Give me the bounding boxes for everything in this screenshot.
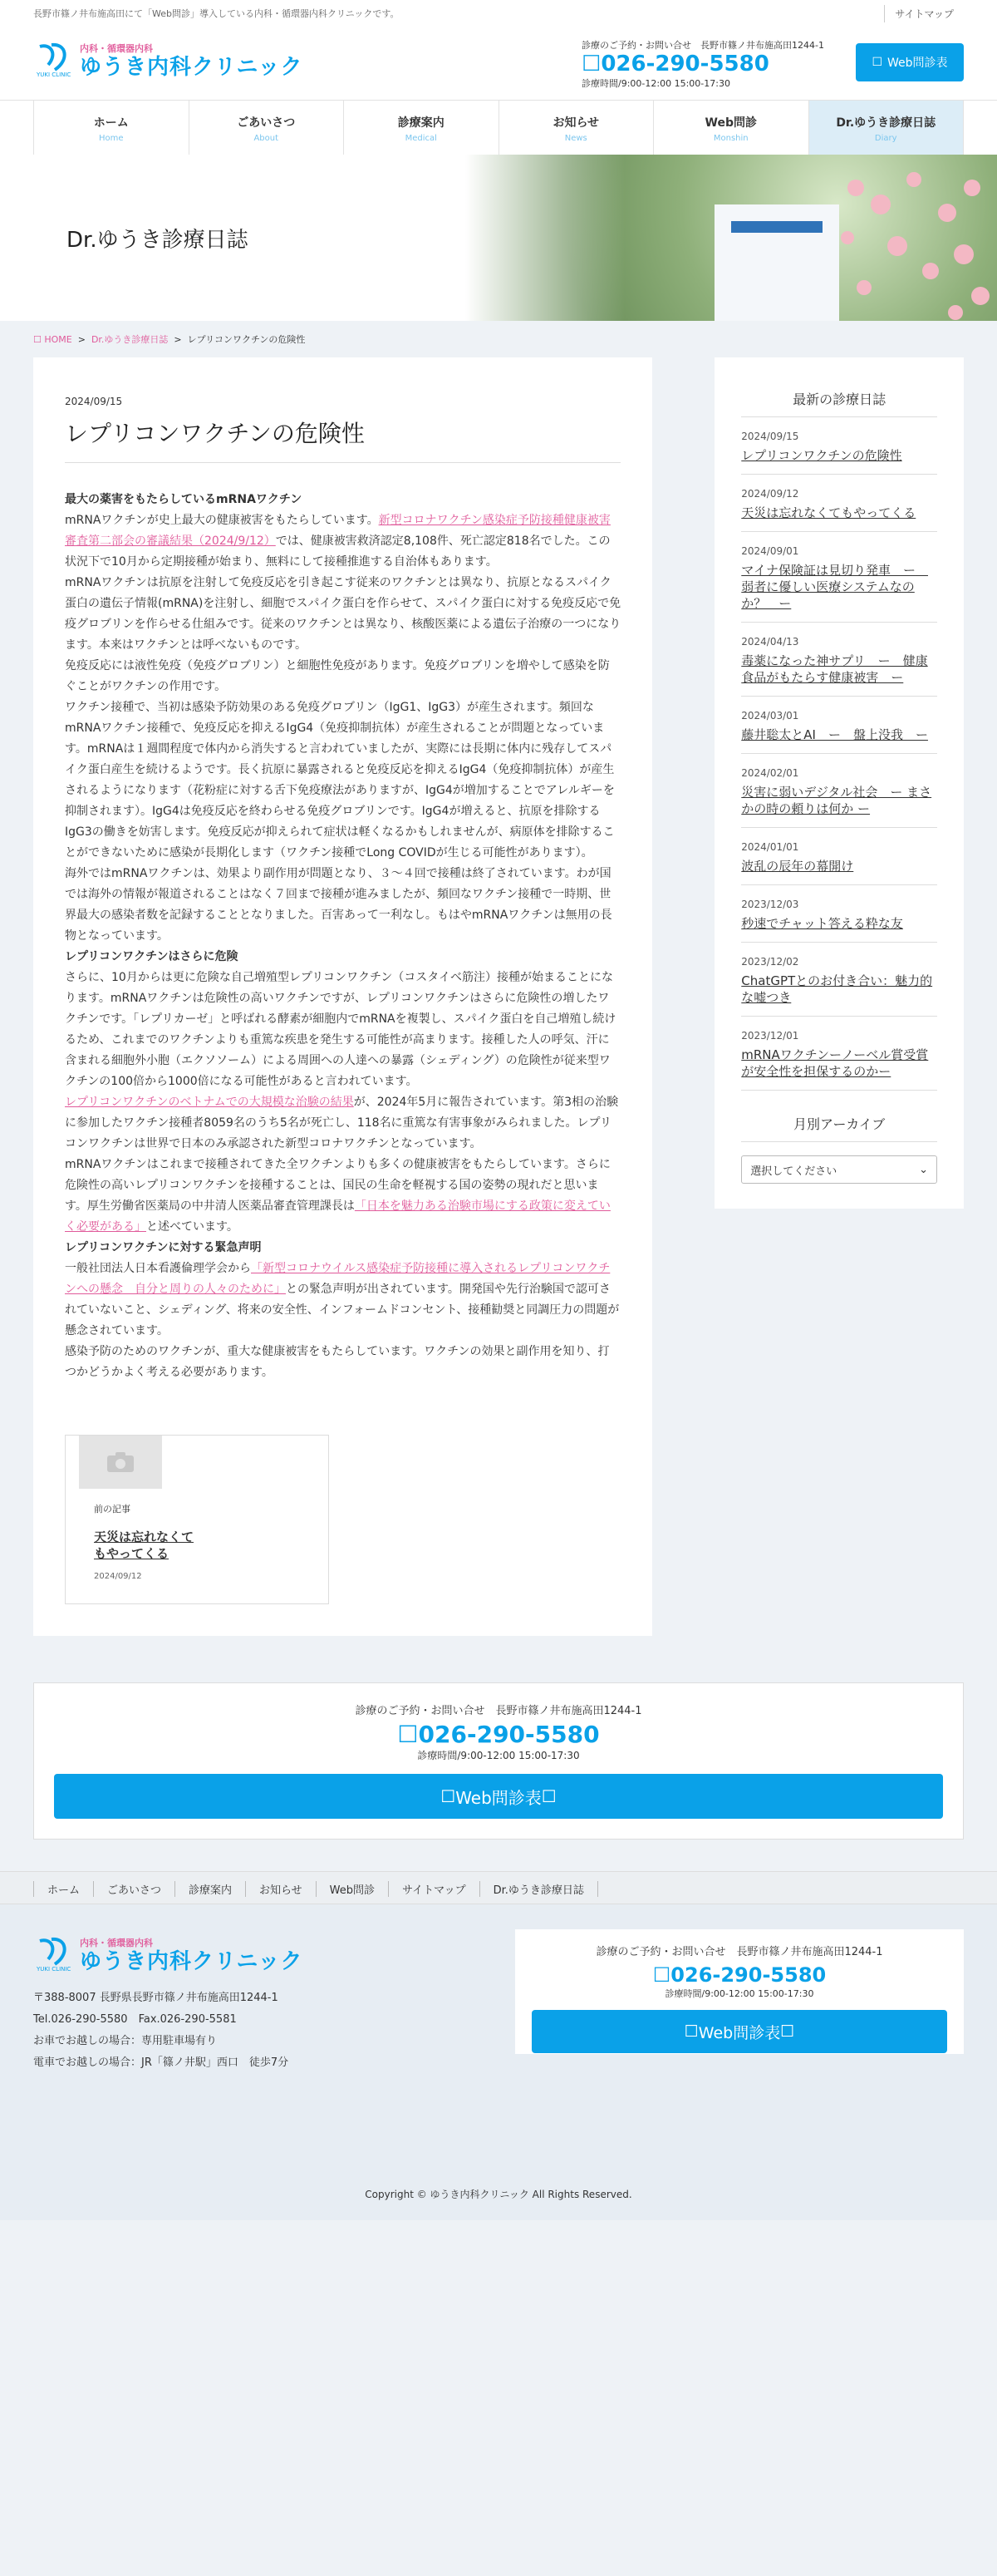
archive-heading: 月別アーカイブ: [741, 1114, 937, 1142]
phone-icon: ☐: [582, 52, 602, 76]
review-result-link[interactable]: 新型コロナワクチン感染症予防接種健康被害審査第二部会の審議結果（2024/9/12）: [65, 514, 611, 548]
paragraph: さらに、10月からは更に危険な自己増殖型レプリコンワクチン（コスタイベ筋注）接種が始まることになります。mRNAワクチンは危険性の高いワクチンですが、レプリコンワクチンはさらに危険性の増したワクチンです。「レプリカーゼ」と呼ばれる酵素が細胞内でmRNAを複製し、スパイク蛋白を自己増殖し続けるため、これまでのワクチンよりも重篤な疾患を発生する可能性が高まります。接種した人の呼気、汗に含まれる細胞外小胞（エクソソーム）による周囲への人達への暴露（シェディング）の危険性が従来型ワクチンの100倍から1000倍になる可能性があると言われています。: [65, 971, 616, 1088]
nav-item-monshin[interactable]: Web問診 Monshin: [654, 101, 809, 155]
paragraph: mRNAワクチンが史上最大の健康被害をもたらしています。新型コロナワクチン感染症予防接種健康被害審査第二部会の審議結果（2024/9/12）では、健康被害救済認定8,108件、死亡認定818名でした。この状況下で10月から定期接種が始まり、無料にして接種推進する自治体もあります。: [65, 514, 611, 569]
breadcrumb-home[interactable]: ☐ HOME: [33, 334, 72, 345]
post-date: 2024/09/01: [741, 545, 799, 557]
post-date: 2023/12/02: [741, 956, 799, 968]
statement-link[interactable]: 「新型コロナウイルス感染症予防接種に導入されるレプリコンワクチンへの懸念 自分と周りの人々のために」: [65, 1262, 611, 1296]
main-content: [33, 357, 964, 1636]
page-title: Dr.ゆうき診療日誌: [66, 228, 248, 253]
previous-post-card[interactable]: [65, 1435, 329, 1604]
home-icon: ☐: [33, 334, 45, 345]
latest-posts-list: [741, 417, 937, 1091]
phone-icon: ☐: [397, 1721, 419, 1748]
list-item[interactable]: [741, 828, 937, 885]
arrow-icon: ☐: [780, 2022, 795, 2041]
post-title-link[interactable]: mRNAワクチンーノーベル賞受賞が安全性を担保するのかー: [741, 1047, 929, 1079]
nav-item-news[interactable]: お知らせ News: [499, 101, 655, 155]
thumbnail-placeholder: [79, 1436, 162, 1489]
nav-item-diary[interactable]: Dr.ゆうき診療日誌 Diary: [809, 101, 965, 155]
web-questionnaire-button[interactable]: ☐ Web問診表: [856, 43, 964, 81]
doc-icon: ☐: [872, 56, 883, 69]
cta-label: 診療のご予約・お問い合せ 長野市篠ノ井布施高田1244-1: [355, 1705, 642, 1717]
list-item[interactable]: [741, 417, 937, 475]
paragraph: レプリコンワクチンのベトナムでの大規模な治験の結果が、2024年5月に報告されています。第3相の治験に参加したワクチン接種者8059名のうち5名が死亡し、118名に重篤な有害事象がみられました。レプリコンワクチンは世界で日本のみ承認された新型コロナワクチンとなっています。: [65, 1096, 619, 1150]
previous-post-title: 天災は忘れなくてもやってくる: [94, 1529, 194, 1561]
list-item[interactable]: [741, 885, 937, 943]
doc-icon: ☐: [684, 2022, 699, 2041]
logo-mark-icon: YUKI CLINIC: [33, 1936, 73, 1974]
breadcrumb: ☐ HOME > Dr.ゆうき診療日誌 > レプリコンワクチンの危険性: [33, 334, 306, 345]
vietnam-trial-link[interactable]: レプリコンワクチンのベトナムでの大規模な治験の結果: [65, 1096, 354, 1109]
post-title-link[interactable]: 天災は忘れなくてもやってくる: [741, 505, 916, 520]
article-title: レプリコンワクチンの危険性: [65, 416, 621, 463]
footer-train-access: 電車でお越しの場合：JR「篠ノ井駅」西口 徒歩7分: [33, 2056, 289, 2069]
logo-main: ゆうき内科クリニック: [80, 55, 303, 80]
footer-info: [33, 1987, 302, 2074]
footer-nav-medical[interactable]: 診療案内: [175, 1881, 246, 1897]
section-heading: レプリコンワクチンに対する緊急声明: [65, 1241, 262, 1254]
cta-web-button[interactable]: ☐ Web問診表 ☐: [54, 1774, 943, 1819]
article-body: [65, 490, 621, 1383]
article-date: 2024/09/15: [65, 396, 123, 407]
copyright: Copyright © ゆうき内科クリニック All Rights Reserved.: [0, 2120, 997, 2220]
post-date: 2024/03/01: [741, 710, 799, 722]
nav-item-home[interactable]: ホーム Home: [34, 101, 189, 155]
footer-address: 〒388-8007 長野県長野市篠ノ井布施高田1244-1: [33, 1992, 278, 2004]
post-title-link[interactable]: 波乱の辰年の幕開け: [741, 859, 854, 874]
latest-posts-heading: 最新の診療日誌: [741, 379, 937, 417]
site-footer: [0, 1904, 997, 2120]
footer-car-access: お車でお越しの場合：専用駐車場有り: [33, 2035, 218, 2047]
list-item[interactable]: [741, 697, 937, 754]
paragraph: mRNAワクチンはこれまで接種されてきた全ワクチンよりも多くの健康被害をもたらしています。さらに危険性の高いレプリコンワクチンを接種することは、国民の生命を軽視する国の姿勢の現れだと思います。厚生労働省医薬局の中井清人医薬品審査管理課長は「日本を魅力ある治験市場にする政策に変えていく必要がある」と述べています。: [65, 1158, 611, 1234]
post-title-link[interactable]: 災害に弱いデジタル社会 ー まさかの時の頼りは何か ー: [741, 785, 932, 816]
footer-nav-diary[interactable]: Dr.ゆうき診療日誌: [480, 1881, 598, 1897]
logo-mark-icon: [33, 42, 73, 80]
footer-nav-monshin[interactable]: Web問診: [317, 1881, 389, 1897]
post-date: 2024/09/12: [741, 488, 799, 500]
footer-nav-news[interactable]: お知らせ: [246, 1881, 317, 1897]
post-date: 2024/02/01: [741, 767, 799, 779]
post-date: 2023/12/03: [741, 899, 799, 910]
post-title-link[interactable]: 毒薬になった神サプリ ー 健康食品がもたらす健康被害 ー: [741, 653, 928, 685]
global-nav: [0, 100, 997, 155]
contact-label: 診療のご予約・お問い合せ 長野市篠ノ井布施高田1244-1: [582, 40, 824, 51]
list-item[interactable]: [741, 1017, 937, 1091]
logo-sub: 内科・循環器内科: [80, 43, 153, 54]
sitemap-link[interactable]: サイトマップ: [884, 5, 964, 22]
header-contact: [582, 38, 824, 90]
arrow-icon: ☐: [541, 1786, 557, 1806]
section-heading: レプリコンワクチンはさらに危険: [65, 950, 238, 963]
contact-cta: [33, 1682, 964, 1840]
site-header: [0, 27, 997, 100]
list-item[interactable]: [741, 532, 937, 623]
post-date: 2023/12/01: [741, 1030, 799, 1042]
phone-number[interactable]: ☐026-290-5580: [582, 52, 769, 76]
clinic-hours: 診療時間/9:00-12:00 15:00-17:30: [582, 78, 730, 89]
list-item[interactable]: [741, 754, 937, 828]
site-logo[interactable]: [33, 42, 302, 80]
post-date: 2024/09/15: [741, 431, 799, 442]
post-title-link[interactable]: 秒速でチャット答える粋な友: [741, 916, 903, 931]
article: [33, 357, 652, 1636]
cta-phone[interactable]: ☐026-290-5580: [397, 1721, 600, 1748]
paragraph: mRNAワクチンは抗原を注射して免疫反応を引き起こす従来のワクチンとは異なり、抗原となるスパイク蛋白の遺伝子情報(mRNA)を注射し、細胞でスパイク蛋白を作らせて、スパイク蛋白に対する免疫反応で免疫グロブリンを作らせる仕組みです。従来のワクチンとは異なり、核酸医薬による遺伝子治療の一つになります。本来はワクチンとは呼べないものです。: [65, 576, 621, 652]
nav-item-about[interactable]: ごあいさつ About: [189, 101, 345, 155]
policy-quote-link[interactable]: 「日本を魅力ある治験市場にする政策に変えていく必要がある」: [65, 1199, 611, 1234]
post-title-link[interactable]: マイナ保険証は見切り発車 ー 弱者に優しい医療システムなのか？ ー: [741, 563, 928, 611]
paragraph: 感染予防のためのワクチンが、重大な健康被害をもたらしています。ワクチンの効果と副作用を知り、打つかどうかよく考える必要があります。: [65, 1345, 610, 1379]
paragraph: 免疫反応には液性免疫（免疫グロブリン）と細胞性免疫があります。免疫グロブリンを増やして感染を防ぐことがワクチンの作用です。: [65, 659, 610, 693]
post-title-link[interactable]: レプリコンワクチンの危険性: [741, 448, 902, 463]
footer-web-button[interactable]: ☐ Web問診表 ☐: [532, 2010, 947, 2053]
sidebar: [715, 357, 964, 1209]
list-item[interactable]: [741, 475, 937, 532]
footer-nav: [0, 1871, 997, 1904]
footer-card-phone[interactable]: ☐026-290-5580: [652, 1963, 827, 1987]
camera-icon: [106, 1451, 135, 1473]
previous-post-label: 前の記事: [94, 1504, 130, 1515]
previous-post-date: 2024/09/12: [94, 1572, 142, 1581]
page-hero: [0, 155, 997, 321]
doc-icon: ☐: [440, 1786, 456, 1806]
nav-item-medical[interactable]: 診療案内 Medical: [344, 101, 499, 155]
post-title-link[interactable]: ChatGPTとのお付き合い：魅力的な嘘つき: [741, 973, 933, 1005]
post-date: 2024/01/01: [741, 841, 799, 853]
site-tagline: 長野市篠ノ井布施高田にて「Web問診」導入している内科・循環器内科クリニックです。: [33, 8, 400, 19]
footer-logo[interactable]: YUKI CLINIC 内科・循環器内科 ゆうき内科クリニック: [33, 1936, 302, 1974]
footer-nav-about[interactable]: ごあいさつ: [94, 1881, 175, 1897]
top-bar: [0, 0, 997, 27]
rose-garden-image: [465, 155, 997, 321]
footer-card-hours: 診療時間/9:00-12:00 15:00-17:30: [665, 1988, 814, 1999]
cta-hours: 診療時間/9:00-12:00 15:00-17:30: [417, 1750, 580, 1761]
logo-en: YUKI CLINIC: [37, 71, 71, 78]
chevron-down-icon: ⌄: [919, 1163, 928, 1176]
footer-card-label: 診療のご予約・お問い合せ 長野市篠ノ井布施高田1244-1: [596, 1946, 883, 1958]
breadcrumb-diary[interactable]: Dr.ゆうき診療日誌: [91, 334, 169, 345]
archive-select[interactable]: 選択してください ⌄: [741, 1155, 937, 1184]
list-item[interactable]: [741, 943, 937, 1017]
paragraph: 一般社団法人日本看護倫理学会から「新型コロナウイルス感染症予防接種に導入されるレプリコンワクチンへの懸念 自分と周りの人々のために」との緊急声明が出されています。開発国や先行治験国で認可されていないこと、シェディング、将来の安全性、インフォームドコンセント、接種勧奨と同調圧力の問題が懸念されています。: [65, 1262, 620, 1337]
post-date: 2024/04/13: [741, 636, 799, 648]
paragraph: ワクチン接種で、当初は感染予防効果のある免疫グロブリン（IgG1、IgG3）が産生されます。頻回なmRNAワクチン接種で、免疫反応を抑えるIgG4（免疫抑制抗体）が産生されることが問題となっています。mRNAは１週間程度で体内から消失すると言われていましたが、実際には長期に体内に残存してスパイク蛋白産生を続けるようです。長く抗原に暴露されると免疫反応を抑えるIgG4（免疫抑制抗体）が産生されるようになります（花粉症に対する舌下免疫療法がありますが、IgG4が増加することでアレルギーを抑制されます）。IgG4は免疫反応を終わらせる免疫グロブリンです。IgG4が増えると、抗原を排除するIgG3の働きを妨害します。免疫反応が抑えられて症状は軽くなるかもしれませんが、病原体を排除することができないために感染が長期化します（ワクチン接種でLong COVIDが生じる可能性があります）。: [65, 701, 615, 859]
footer-contact-card: [515, 1929, 964, 2054]
paragraph: 海外ではmRNAワクチンは、効果より副作用が問題となり、３～４回で接種は終了されています。わが国では海外の情報が報道されることはなく７回まで接種が進みましたが、頻回なワクチン接種で一時期、世界最大の感染者数を記録することとなりました。百害あって一利なし。もはやmRNAワクチンは無用の長物となっています。: [65, 867, 612, 943]
post-title-link[interactable]: 藤井聡太とAI ー 盤上没我 ー: [741, 727, 928, 742]
footer-nav-home[interactable]: ホーム: [33, 1881, 94, 1897]
section-heading: 最大の薬害をもたらしているmRNAワクチン: [65, 493, 302, 506]
footer-nav-sitemap[interactable]: サイトマップ: [389, 1881, 480, 1897]
list-item[interactable]: [741, 623, 937, 697]
footer-tel-fax: Tel.026-290-5580 Fax.026-290-5581: [33, 2013, 237, 2026]
breadcrumb-current: レプリコンワクチンの危険性: [187, 334, 306, 345]
phone-icon: ☐: [652, 1963, 671, 1987]
